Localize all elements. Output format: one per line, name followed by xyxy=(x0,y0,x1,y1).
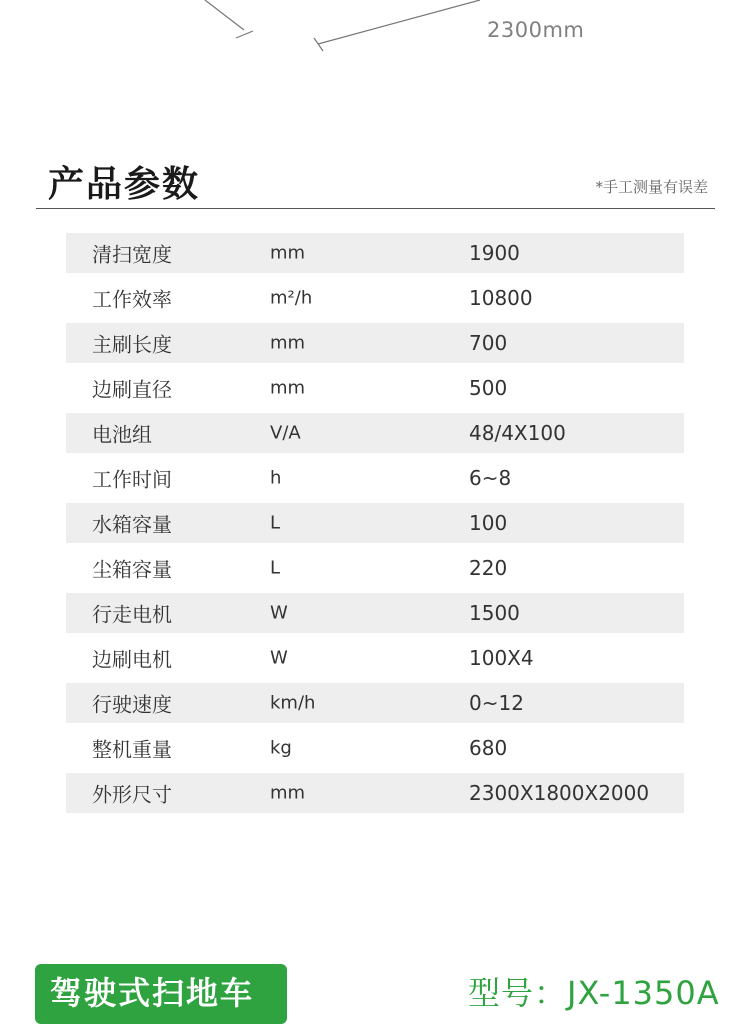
table-row xyxy=(66,368,684,408)
table-row xyxy=(66,638,684,678)
table-row xyxy=(66,233,684,273)
spec-name: 电池组 xyxy=(92,422,152,447)
spec-unit: km/h xyxy=(270,692,316,714)
dimension-tick-right xyxy=(314,38,323,51)
spec-unit: L xyxy=(270,512,281,534)
spec-value: 0~12 xyxy=(469,691,524,715)
spec-name: 主刷长度 xyxy=(92,332,172,357)
spec-unit: mm xyxy=(270,242,306,264)
table-row xyxy=(66,593,684,633)
spec-name: 工作时间 xyxy=(92,467,172,492)
spec-name: 尘箱容量 xyxy=(92,557,172,582)
spec-unit: mm xyxy=(270,377,306,399)
dimension-line-left xyxy=(205,0,244,30)
table-row xyxy=(66,548,684,588)
spec-name: 行驶速度 xyxy=(92,692,172,717)
spec-unit: W xyxy=(270,647,288,669)
spec-value: 500 xyxy=(469,376,508,400)
table-row xyxy=(66,323,684,363)
spec-value: 680 xyxy=(469,736,508,760)
spec-name: 水箱容量 xyxy=(92,512,172,537)
spec-value: 100 xyxy=(469,511,508,535)
spec-value: 1900 xyxy=(469,241,520,265)
table-row xyxy=(66,458,684,498)
table-row xyxy=(66,278,684,318)
dimension-line-right xyxy=(318,0,480,44)
spec-unit: W xyxy=(270,602,288,624)
table-row xyxy=(66,413,684,453)
spec-name: 工作效率 xyxy=(92,287,172,312)
spec-value: 1500 xyxy=(469,601,520,625)
spec-name: 外形尺寸 xyxy=(92,782,172,807)
spec-unit: m²/h xyxy=(270,287,313,309)
spec-unit: mm xyxy=(270,782,306,804)
model-number: 型号：JX-1350A xyxy=(468,974,720,1012)
table-row xyxy=(66,728,684,768)
spec-name: 整机重量 xyxy=(92,737,172,762)
spec-table xyxy=(66,233,684,818)
title-divider xyxy=(36,208,715,209)
spec-unit: L xyxy=(270,557,281,579)
spec-value: 6~8 xyxy=(469,466,512,490)
spec-name: 边刷电机 xyxy=(92,647,172,672)
spec-name: 行走电机 xyxy=(92,602,172,627)
table-row xyxy=(66,503,684,543)
spec-value: 48/4X100 xyxy=(469,421,566,445)
spec-name: 清扫宽度 xyxy=(92,242,172,267)
dimension-drawing xyxy=(0,0,750,70)
measurement-note: *手工测量有误差 xyxy=(595,178,708,196)
table-row xyxy=(66,773,684,813)
dimension-tick-left xyxy=(236,31,253,38)
spec-name: 边刷直径 xyxy=(92,377,172,402)
spec-value: 2300X1800X2000 xyxy=(469,781,650,805)
spec-value: 10800 xyxy=(469,286,533,310)
table-row xyxy=(66,683,684,723)
spec-value: 100X4 xyxy=(469,646,534,670)
product-badge-label: 驾驶式扫地车 xyxy=(50,974,255,1012)
dimension-label: 2300mm xyxy=(487,18,585,42)
section-title: 产品参数 xyxy=(48,164,201,205)
spec-unit: kg xyxy=(270,737,292,759)
spec-unit: V/A xyxy=(270,422,301,444)
spec-unit: mm xyxy=(270,332,306,354)
spec-unit: h xyxy=(270,467,282,489)
spec-value: 220 xyxy=(469,556,508,580)
spec-value: 700 xyxy=(469,331,508,355)
